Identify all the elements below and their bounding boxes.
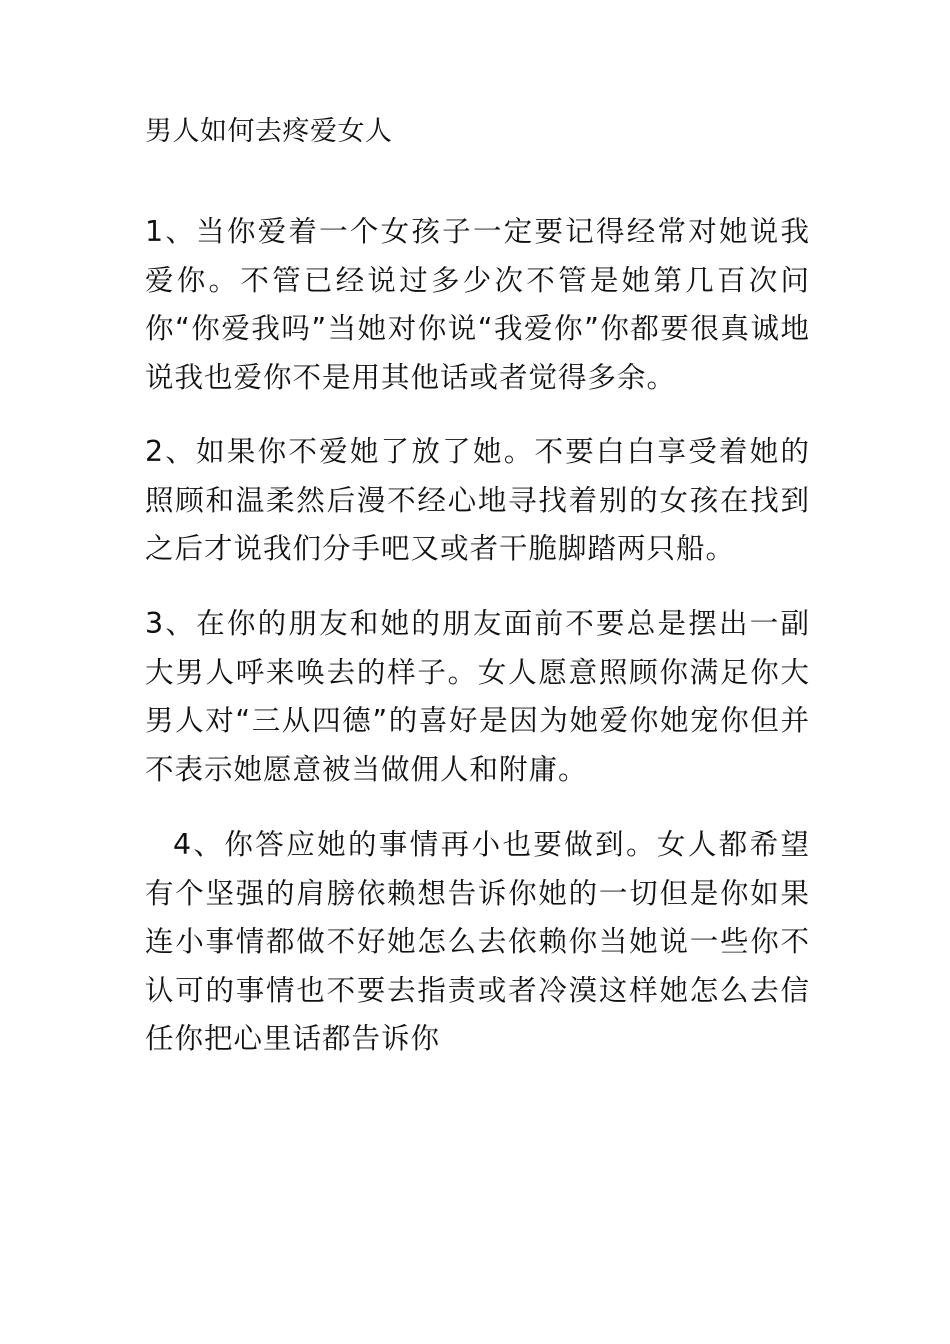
document-title: 男人如何去疼爱女人 [145,116,393,147]
paragraph-1: 1、当你爱着一个女孩子一定要记得经常对她说我爱你。不管已经说过多少次不管是她第几百次问你“你爱我吗”当她对你说“我爱你”你都要很真诚地说我也爱你不是用其他话或者觉得多余。 [145,215,810,394]
paragraph-3: 3、在你的朋友和她的朋友面前不要总是摆出一副大男人呼来唤去的样子。女人愿意照顾你满足你大男人对“三从四德”的喜好是因为她爱你她宠你但并不表示她愿意被当做佣人和附庸。 [145,607,810,786]
paragraph-2: 2、如果你不爱她了放了她。不要白白享受着她的照顾和温柔然后漫不经心地寻找着别的女孩在找到之后才说我们分手吧又或者干脆脚踏两只船。 [145,435,810,565]
paragraph-4: 4、你答应她的事情再小也要做到。女人都希望有个坚强的肩膀依赖想告诉你她的一切但是你如果连小事情都做不好她怎么去依赖你当她说一些你不认可的事情也不要去指责或者冷漠这样她怎么去信任你把心里话都告诉你 [145,828,810,1055]
